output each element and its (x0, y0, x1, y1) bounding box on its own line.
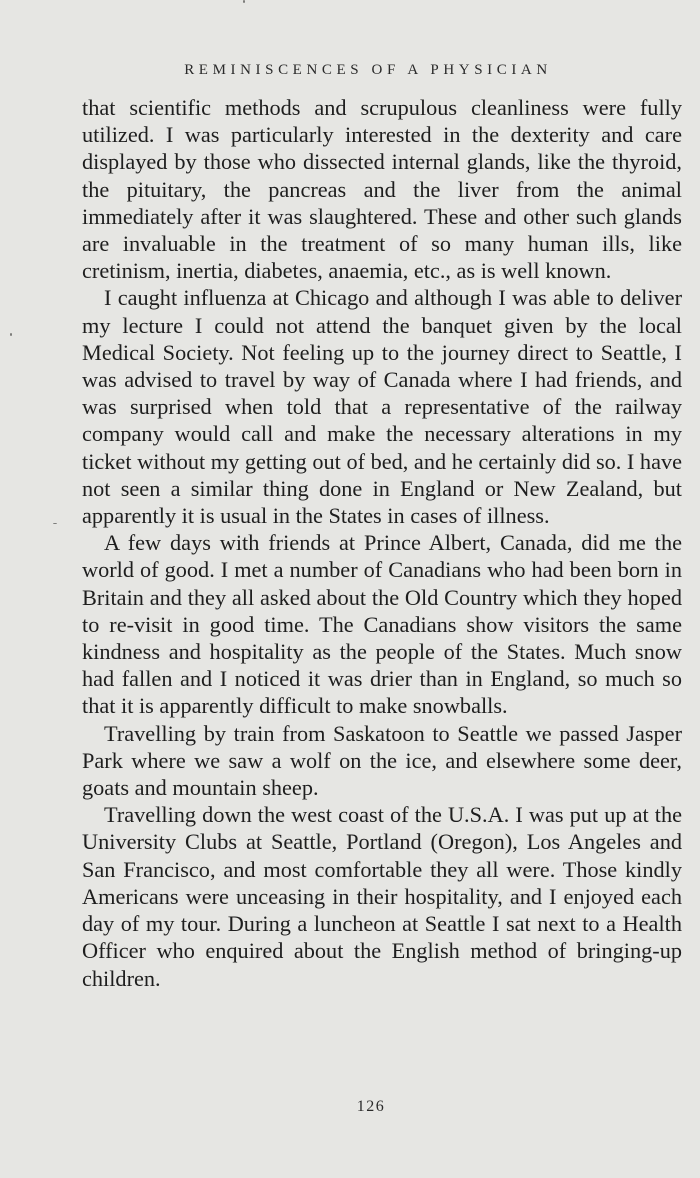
margin-speck (243, 0, 245, 3)
page-number: 126 (356, 1098, 386, 1115)
paragraph: Travelling down the west coast of the U.S.A. I was put up at the University Clubs at Seattle, Portland (Oregon), Los Angeles and San Francisco, and most comfortable they all were. Those kindly Americans were unceasing in their hospitality, and I enjoyed each day of my tour. During a luncheon at Seattle I sat next to a Health Officer who enquired about the English method of bringing-up children. (82, 802, 682, 991)
paragraph: that scientific methods and scrupulous cleanliness were fully utilized. I was particularly interested in the dexterity and care displayed by those who dissected internal glands, like the thyroid, the pituitary, the pancreas and the liver from the animal immediately after it was slaughtered. These and other such glands are invaluable in the treatment of so many human ills, like cretinism, inertia, diabetes, anaemia, etc., as is well known. (82, 95, 682, 284)
margin-speck (10, 333, 12, 336)
paragraph: A few days with friends at Prince Albert, Canada, did me the world of good. I met a number of Canadians who had been born in Britain and they all asked about the Old Country which they hoped to re-visit in good time. The Canadians show visitors the same kindness and hospitality as the people of the States. Much snow had fallen and I noticed it was drier than in England, so much so that it is apparently difficult to make snowballs. (82, 530, 682, 719)
margin-speck (53, 523, 57, 524)
paragraph: Travelling by train from Saskatoon to Seattle we passed Jasper Park where we saw a wolf on the ice, and elsewhere some deer, goats and mountain sheep. (82, 720, 682, 801)
running-head: REMINISCENCES OF A PHYSICIAN (184, 62, 552, 78)
body-text (82, 94, 682, 992)
paragraph: I caught influenza at Chicago and although I was able to deliver my lecture I could not attend the banquet given by the local Medical Society. Not feeling up to the journey direct to Seattle, I was advised to travel by way of Canada where I had friends, and was surprised when told that a representative of the railway company would call and make the necessary alterations in my ticket without my getting out of bed, and he certainly did so. I have not seen a similar thing done in England or New Zealand, but apparently it is usual in the States in cases of illness. (82, 285, 683, 529)
